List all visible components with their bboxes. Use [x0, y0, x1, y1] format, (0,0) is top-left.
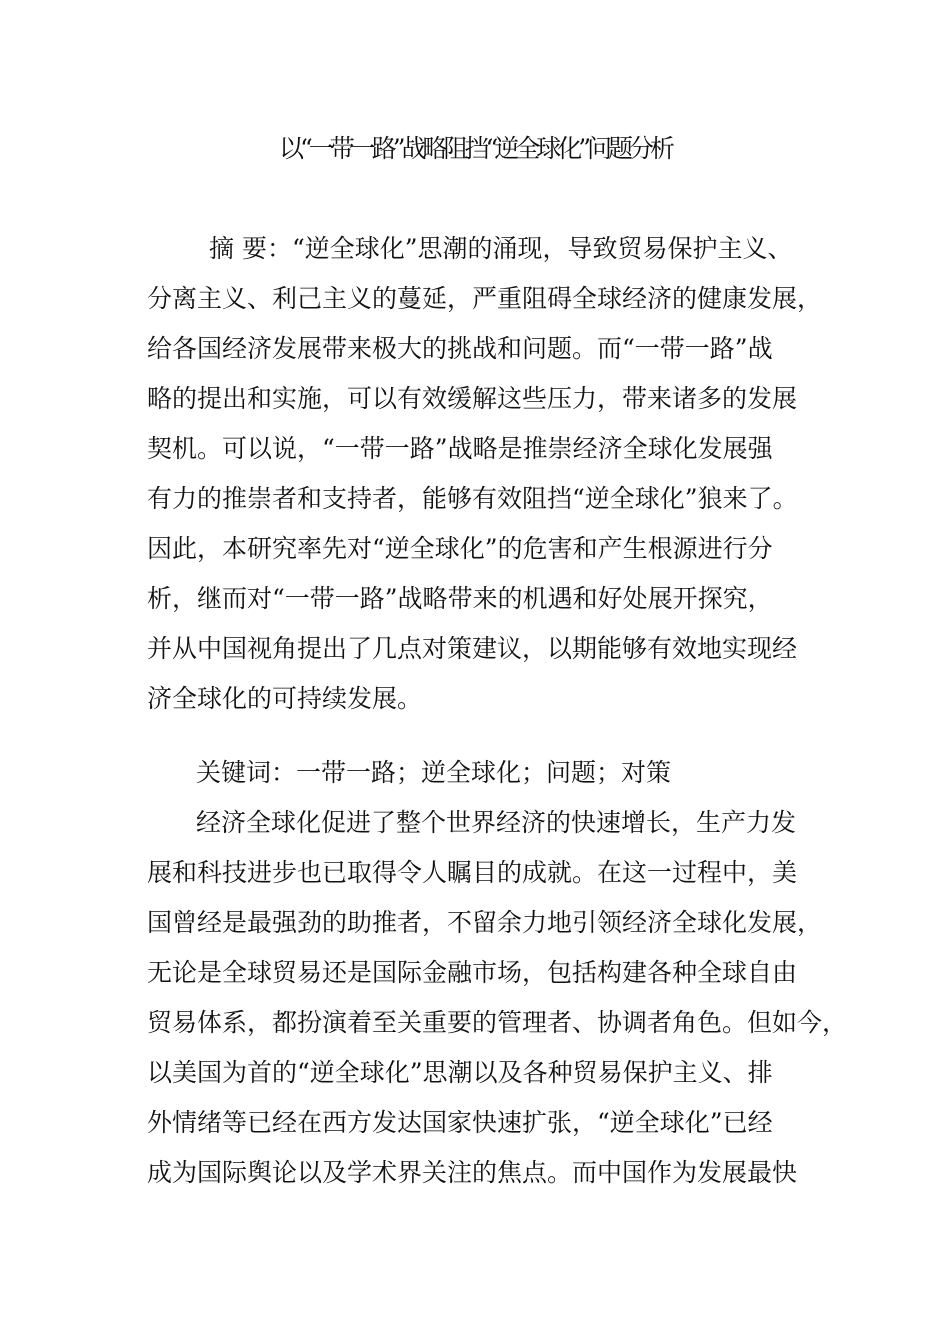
abstract-line: 有力的推崇者和支持者，能够有效阻挡“逆全球化”狼来了。: [147, 484, 798, 513]
abstract-line: 析，继而对“一带一路”战略带来的机遇和好处展开探究，: [147, 584, 773, 613]
abstract-line: 给各国经济发展带来极大的挑战和问题。而“一带一路”战: [147, 334, 773, 363]
abstract-line: 摘 要：“逆全球化”思潮的涌现，导致贸易保护主义、: [209, 234, 793, 263]
abstract-line: 契机。可以说，“一带一路”战略是推崇经济全球化发展强: [147, 434, 773, 463]
body-line: 展和科技进步也已取得令人瞩目的成就。在这一过程中，美: [147, 858, 798, 887]
abstract-line: 并从中国视角提出了几点对策建议，以期能够有效地实现经: [147, 634, 798, 663]
body-line: 国曾经是最强劲的助推者，不留余力地引领经济全球化发展，: [147, 908, 823, 937]
abstract-line: 分离主义、利己主义的蔓延，严重阻碍全球经济的健康发展，: [147, 284, 823, 313]
document-title: 以“一带一路”战略阻挡“逆全球化”问题分析: [278, 134, 672, 163]
abstract-line: 因此，本研究率先对“逆全球化”的危害和产生根源进行分: [147, 534, 773, 563]
body-line: 外情绪等已经在西方发达国家快速扩张，“逆全球化”已经: [147, 1108, 773, 1137]
body-line: 成为国际舆论以及学术界关注的焦点。而中国作为发展最快: [147, 1158, 798, 1187]
body-line: 以美国为首的“逆全球化”思潮以及各种贸易保护主义、排: [147, 1058, 773, 1087]
body-line: 贸易体系，都扮演着至关重要的管理者、协调者角色。但如今，: [147, 1008, 848, 1037]
abstract-line: 略的提出和实施，可以有效缓解这些压力，带来诸多的发展: [147, 384, 798, 413]
abstract-line: 济全球化的可持续发展。: [147, 684, 423, 713]
body-line: 经济全球化促进了整个世界经济的快速增长，生产力发: [196, 808, 797, 837]
keywords-line: 关键词：一带一路；逆全球化；问题；对策: [196, 758, 672, 787]
body-line: 无论是全球贸易还是国际金融市场，包括构建各种全球自由: [147, 958, 798, 987]
